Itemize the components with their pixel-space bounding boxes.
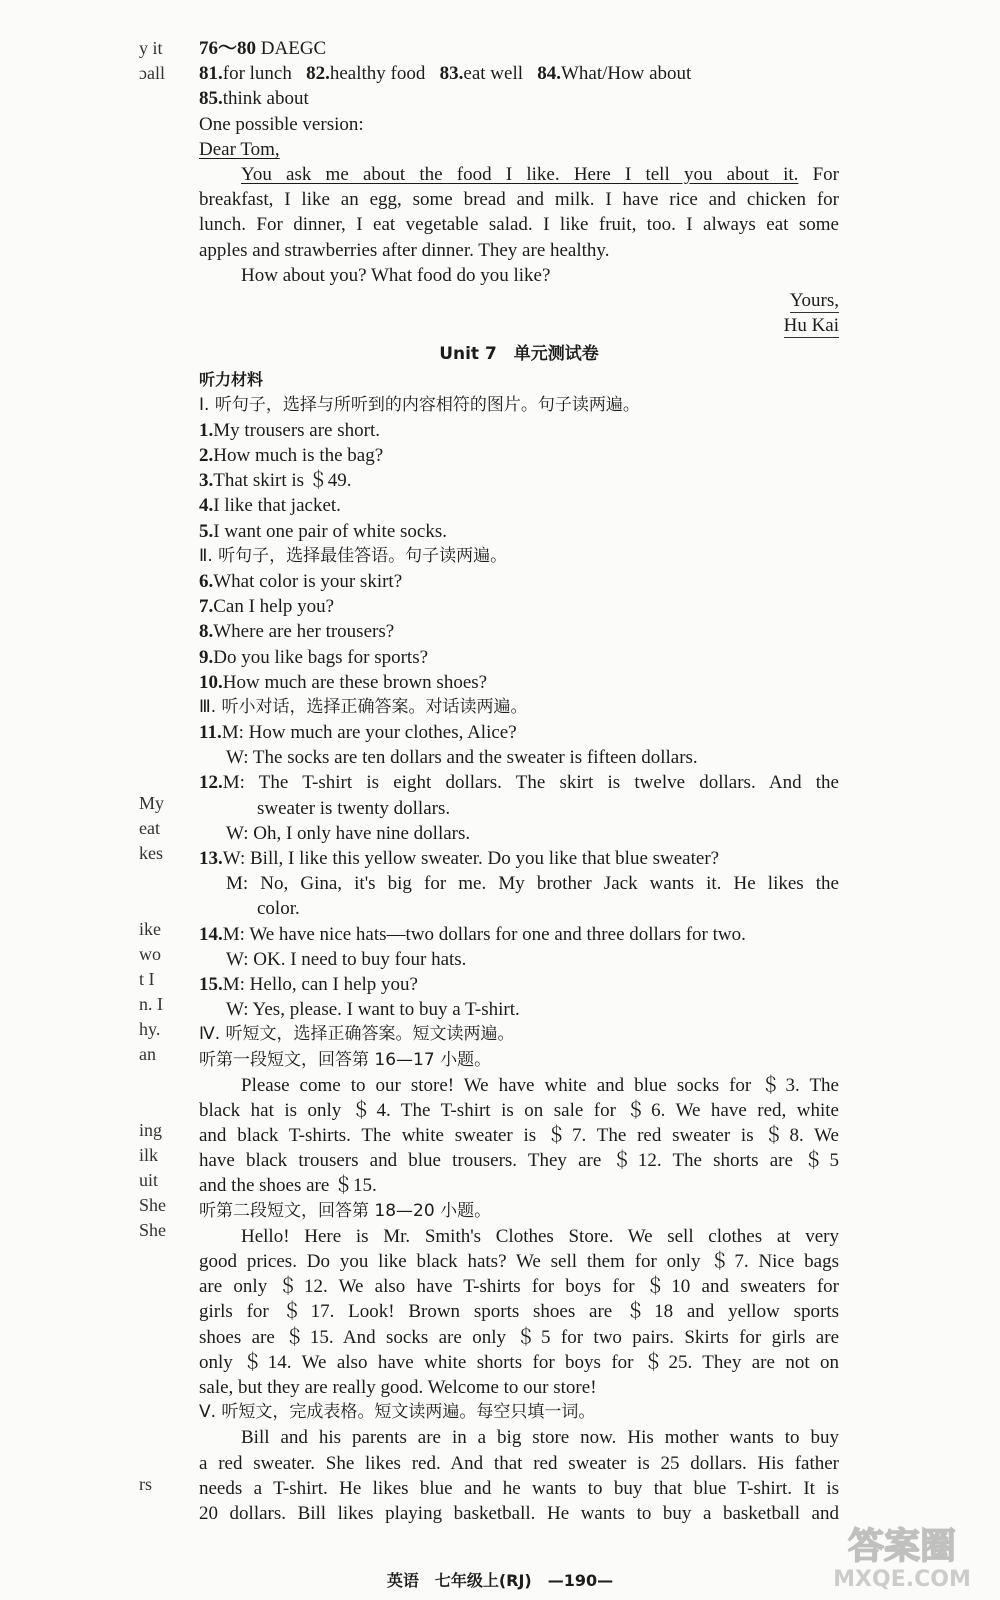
letter-intro: One possible version: [199,113,364,135]
dialogue-line: 14.M: We have nice hats—two dollars for one and three dollars for two. [199,923,746,945]
question-item: 6.What color is your skirt? [199,570,403,592]
question-item: 9.Do you like bags for sports? [199,646,429,668]
passage-line: and the shoes are ＄15. [199,1175,377,1197]
margin-fragment: an [139,1044,156,1064]
question-item: 1.My trousers are short. [199,419,380,441]
question-item: 7.Can I help you? [199,596,335,618]
letter-line: You ask me about the food I like. Here I tell you about it. For [241,163,839,185]
margin-fragment: hy. [139,1019,161,1039]
page-column [199,36,839,1526]
question-item: 4.I like that jacket. [199,495,341,517]
dialogue-line: W: OK. I need to buy four hats. [226,948,467,970]
watermark-logo [818,1518,986,1592]
part-heading: Ⅲ. 听小对话，选择正确答案。对话读两遍。 [199,696,528,717]
dialogue-line: 15.M: Hello, can I help you? [199,973,418,995]
passage-line: needs a T-shirt. He likes blue and he wants to buy that blue T-shirt. It is [199,1477,839,1499]
question-item: 3.That skirt is ＄49. [199,470,352,492]
margin-fragment: ilk [139,1145,159,1165]
passage-line: are only ＄12. We also have T-shirts for boys for ＄10 and sweaters for [199,1276,839,1298]
passage-line: 20 dollars. Bill likes playing basketball. He wants to buy a basketball and [199,1502,839,1524]
letter-closing: Yours, [789,289,839,311]
margin-fragment: wo [139,944,161,964]
margin-fragment: rs [139,1474,152,1494]
dialogue-line: 11.M: How much are your clothes, Alice? [199,722,517,744]
part-heading: Ⅳ. 听短文，选择正确答案。短文读两遍。 [199,1024,515,1045]
dialogue-line: sweater is twenty dollars. [257,797,451,819]
dialogue-line: M: No, Gina, it's big for me. My brother Jack wants it. He likes the [226,873,839,895]
passage-line: sale, but they are really good. Welcome to our store! [199,1376,597,1398]
question-item: 8.Where are her trousers? [199,621,395,643]
dialogue-line: 12.M: The T-shirt is eight dollars. The skirt is twelve dollars. And the [199,772,839,794]
letter-line: breakfast, I like an egg, some bread and milk. I have rice and chicken for [199,189,839,211]
sub-heading: 听第一段短文，回答第 16—17 小题。 [199,1049,492,1070]
answer-line: 76～80 DAEGC [199,38,327,59]
passage-line: a red sweater. She likes red. And that red sweater is 25 dollars. His father [199,1452,839,1474]
margin-fragment: ike [139,919,161,939]
watermark-url: MXQE.COM [833,1567,971,1592]
dialogue-line: W: The socks are ten dollars and the sweater is fifteen dollars. [226,747,698,769]
letter-line: apples and strawberries after dinner. They are healthy. [199,239,610,261]
margin-fragment: kes [139,843,163,863]
section-heading: 听力材料 [199,370,264,390]
margin-fragment: n. I [139,994,163,1014]
part-heading: Ⅱ. 听句子，选择最佳答语。句子读两遍。 [199,545,508,566]
sub-heading: 听第二段短文，回答第 18—20 小题。 [199,1200,492,1221]
margin-fragment: eat [139,818,160,838]
dialogue-line: W: Oh, I only have nine dollars. [226,822,471,844]
margin-fragment: ing [139,1120,163,1140]
unit-title: Unit 7 单元测试卷 [439,344,599,365]
margin-fragment: My [139,793,165,813]
letter-line: lunch. For dinner, I eat vegetable salad. I like fruit, too. I always eat some [199,214,839,236]
question-item: 2.How much is the bag? [199,445,384,466]
answer-line: 85.think about [199,88,309,110]
answer-line: 81.for lunch 82.healthy food 83.eat well 84.What/How about [199,63,692,85]
margin-fragment: ɔall [139,63,165,83]
page-footer: 英语 七年级上(RJ) —190— [386,1571,614,1590]
margin-fragment: uit [139,1170,159,1190]
passage-line: have black trousers and blue trousers. They are ＄12. The shorts are ＄5 [199,1150,839,1172]
letter-greeting: Dear Tom, [199,138,280,160]
passage-line: Hello! Here is Mr. Smith's Clothes Store. We sell clothes at very [241,1225,839,1247]
part-heading: Ⅰ. 听句子，选择与所听到的内容相符的图片。句子读两遍。 [199,394,640,415]
passage-line: good prices. Do you like black hats? We sell them for only ＄7. Nice bags [199,1251,839,1272]
letter-line: How about you? What food do you like? [241,264,551,286]
passage-line: Please come to our store! We have white and blue socks for ＄3. The [241,1074,839,1096]
margin-fragment: She [139,1195,166,1215]
passage-line: only ＄14. We also have white shorts for boys for ＄25. They are not on [199,1351,839,1373]
margin-fragment: t I [139,969,155,989]
dialogue-line: W: Yes, please. I want to buy a T-shirt. [226,999,520,1021]
passage-line: and black T-shirts. The white sweater is ＄7. The red sweater is ＄8. We [199,1125,839,1147]
question-item: 5.I want one pair of white socks. [199,520,447,542]
dialogue-line: color. [257,898,300,920]
letter-signature: Hu Kai [783,315,839,337]
part-heading: Ⅴ. 听短文，完成表格。短文读两遍。每空只填一词。 [199,1402,596,1423]
dialogue-line: 13.W: Bill, I like this yellow sweater. Do you like that blue sweater? [199,848,720,869]
watermark-text: 答案圈 [847,1526,957,1567]
passage-line: Bill and his parents are in a big store now. His mother wants to buy [241,1427,839,1449]
passage-line: shoes are ＄15. And socks are only ＄5 for two pairs. Skirts for girls are [199,1326,839,1348]
passage-line: girls for ＄17. Look! Brown sports shoes are ＄18 and yellow sports [199,1301,839,1323]
margin-fragment: y it [139,38,163,58]
question-item: 10.How much are these brown shoes? [199,671,488,693]
margin-fragment: She [139,1220,166,1240]
passage-line: black hat is only ＄4. The T-shirt is on sale for ＄6. We have red, white [199,1099,839,1121]
